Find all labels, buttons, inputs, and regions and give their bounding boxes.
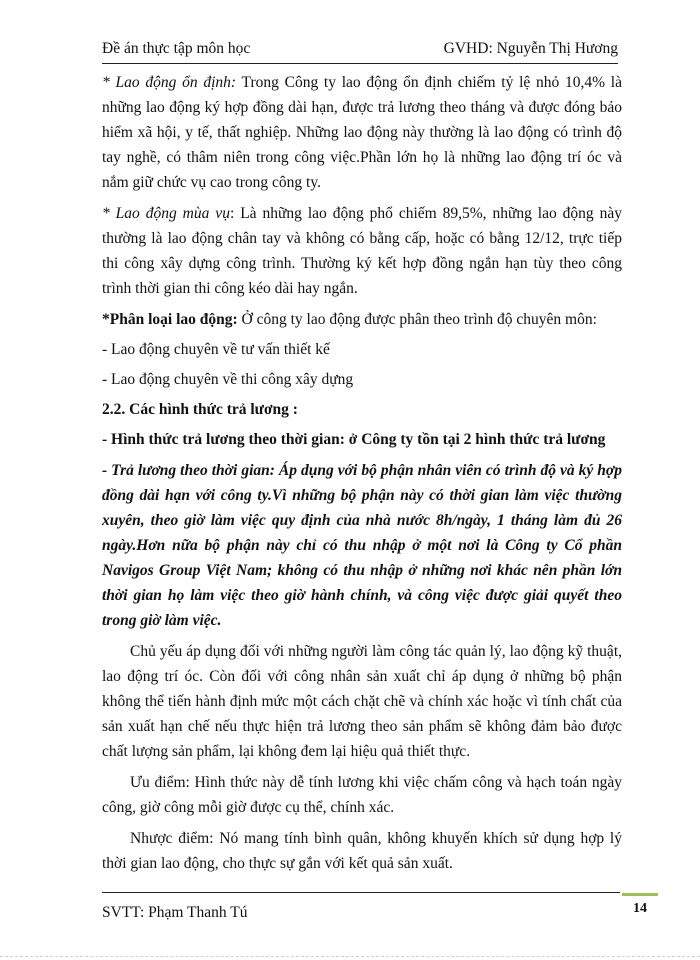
paragraph-time-wage-forms: - Hình thức trả lương theo thời gian: ở Công ty tồn tại 2 hình thức trả lương (102, 431, 606, 448)
paragraph-advantages: Ưu điểm: Hình thức này dễ tính lương khi việc chấm công và hạch toán ngày công, giờ công mỗi giờ được cụ thể, chính xác. (102, 774, 622, 816)
paragraph-seasonal-labor (102, 201, 622, 301)
footer-divider (102, 892, 620, 893)
section-heading: 2.2. Các hình thức trả lương : (102, 401, 298, 418)
paragraph-disadvantages: Nhược điểm: Nó mang tính bình quân, không khuyến khích sử dụng hợp lý thời gian lao động, cho thực sự gắn với kết quả sản xuất. (102, 830, 622, 872)
footer-student: SVTT: Phạm Thanh Tú (102, 904, 248, 921)
header-project-title: Đề án thực tập môn học (102, 40, 251, 57)
classification-text: Ở công ty lao động được phân theo trình độ chuyên môn: (237, 311, 597, 328)
stable-labor-text: Trong Công ty lao động ổn định chiếm tỷ lệ nhỏ 10,4% là những lao động ký hợp đồng dài hạn, được trả lương theo tháng và được đóng bảo hiểm xã hội, y tế, thất nghiệp. Những lao động này thường là lao động có trình độ tay nghề, có thâm niên trong công việc.Phần lớn họ là những lao động trí óc và nắm giữ chức vụ cao trong công ty. (102, 74, 622, 191)
page-number: 14 (622, 893, 658, 922)
list-item-design-consulting: - Lao động chuyên về tư vấn thiết kế (102, 341, 330, 358)
list-item-construction: - Lao động chuyên về thi công xây dựng (102, 371, 354, 388)
paragraph-labor-classification (102, 307, 622, 332)
page-header (102, 38, 618, 62)
paragraph-time-wage-detail: - Trả lương theo thời gian: Áp dụng với bộ phận nhân viên có trình độ và ký hợp đồng dài hạn với công ty.Vì những bộ phận này có thời gian làm việc thường xuyên, theo giờ làm việc quy định của nhà nước 8h/ngày, 1 tháng làm đủ 26 ngày.Hơn nữa bộ phận này chỉ có thu nhập ở một nơi là Công ty Cổ phần Navigos Group Việt Nam; không có thu nhập ở những nơi khác nên phần lớn thời gian họ làm việc theo giờ hành chính, và công việc được giải quyết theo trong giờ làm việc. (102, 462, 622, 629)
stable-labor-label: * Lao động ổn định: (102, 74, 237, 91)
paragraph-application: Chủ yếu áp dụng đối với những người làm công tác quản lý, lao động kỹ thuật, lao động trí óc. Còn đối với công nhân sản xuất chỉ áp dụng ở những bộ phận không thể tiến hành định mức một cách chặt chẽ và chính xác hoặc vì tính chất của sản xuất hạn chế nếu thực hiện trả lương theo sản phẩm sẽ không đảm bảo được chất lượng sản phẩm, lại không đem lại hiệu quả thiết thực. (102, 643, 622, 760)
seasonal-labor-text: : Là những lao động phổ chiếm 89,5%, những lao động này thường là lao động chân tay và không có bằng cấp, hoặc có bằng 12/12, trực tiếp thi công xây dựng công trình. Thường ký kết hợp đồng ngắn hạn tùy theo công trình thời gian thi công kéo dài hay ngắn. (102, 205, 622, 297)
page-body (102, 70, 622, 882)
page-bottom-border (0, 956, 700, 957)
header-divider (102, 63, 618, 64)
seasonal-labor-label: * Lao động mùa vụ (102, 205, 230, 222)
classification-label: *Phân loại lao động: (102, 311, 238, 328)
header-supervisor: GVHD: Nguyễn Thị Hương (443, 40, 618, 57)
paragraph-stable-labor (102, 70, 622, 195)
